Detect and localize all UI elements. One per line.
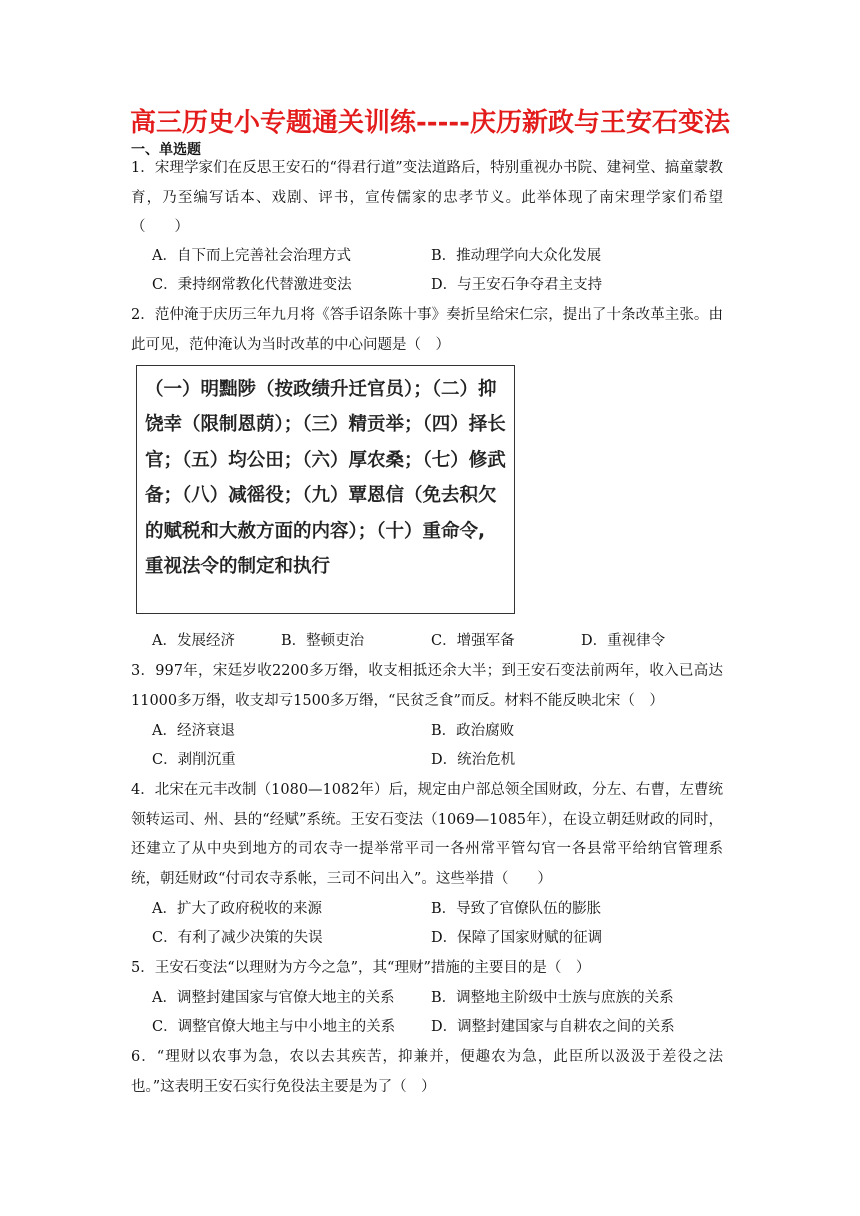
section-heading: 一、单选题 — [131, 142, 201, 158]
question-2-option-b[interactable]: B．整顿吏治 — [281, 633, 365, 649]
page-title: 高三历史小专题通关训练-----庆历新政与王安石变法 — [130, 108, 730, 138]
question-2-option-a[interactable]: A．发展经济 — [152, 633, 235, 649]
question-3-stem: 3．997年，宋廷岁收2200多万缗，收支相抵还余大半；到王安石变法前两年，收入已高达11000多万缗，收支却亏1500多万缗，“民贫乏食”而反。材料不能反映北宋（ ） — [131, 663, 723, 709]
question-3-option-c[interactable]: C．剥削沉重 — [152, 752, 236, 768]
quote-box — [136, 365, 515, 614]
question-6-stem: 6．“理财以农事为急，农以去其疾苦，抑兼并，便趣农为急，此臣所以汲汲于差役之法也。”这表明王安石实行免役法主要是为了（ ） — [131, 1049, 723, 1095]
question-2-stem: 2．范仲淹于庆历三年九月将《答手诏条陈十事》奏折呈给宋仁宗，提出了十条改革主张。由此可见，范仲淹认为当时改革的中心问题是（ ） — [131, 307, 723, 353]
question-3-option-d[interactable]: D．统治危机 — [431, 752, 516, 768]
question-4-option-d[interactable]: D．保障了国家财赋的征调 — [431, 930, 603, 946]
question-5-option-d[interactable]: D．调整封建国家与自耕农之间的关系 — [431, 1019, 675, 1035]
question-4-option-b[interactable]: B．导致了官僚队伍的膨胀 — [431, 901, 602, 917]
quote-box-text: （一）明黜陟（按政绩升迁官员）；（二）抑饶幸（限制恩荫）；（三）精贡举；（四）择长官；（五）均公田；（六）厚农桑；（七）修武备；（八）减徭役；（九）覃恩信（免去积欠的赋税和大赦方面的内容）；（十）重命令, 重视法令的制定和执行 — [145, 379, 506, 578]
question-4-option-c[interactable]: C．有利了减少决策的失误 — [152, 930, 323, 946]
question-3-option-a[interactable]: A．经济衰退 — [152, 723, 235, 739]
question-5-option-b[interactable]: B．调整地主阶级中士族与庶族的关系 — [431, 990, 674, 1006]
question-1-option-c[interactable]: C．秉持纲常教化代替激进变法 — [152, 277, 352, 293]
question-5-stem: 5．王安石变法“以理财为方今之急”，其“理财”措施的主要目的是（ ） — [131, 960, 591, 976]
question-5-option-c[interactable]: C．调整官僚大地主与中小地主的关系 — [152, 1019, 396, 1035]
question-4-stem: 4．北宋在元丰改制（1080—1082年）后，规定由户部总领全国财政，分左、右曹，左曹统领转运司、州、县的“经赋”系统。王安石变法（1069—1085年），在设立朝廷财政的同时，还建立了从中央到地方的司农寺一提举常平司一各州常平管勾官一各县常平给纳官管理系统，朝廷财政“付司农寺系帐，三司不问出入”。这些举措（ ） — [131, 782, 723, 887]
question-4-option-a[interactable]: A．扩大了政府税收的来源 — [152, 901, 322, 917]
question-5-option-a[interactable]: A．调整封建国家与官僚大地主的关系 — [152, 990, 395, 1006]
question-1-option-a[interactable]: A．自下而上完善社会治理方式 — [152, 248, 351, 264]
question-2-option-d[interactable]: D．重视律令 — [581, 633, 666, 649]
question-1-stem: 1．宋理学家们在反思王安石的“得君行道”变法道路后，特别重视办书院、建祠堂、搞童蒙教育，乃至编写话本、戏剧、评书，宣传儒家的忠孝节义。此举体现了南宋理学家们希望（ ） — [131, 160, 723, 236]
question-1-option-b[interactable]: B．推动理学向大众化发展 — [431, 248, 602, 264]
question-2-option-c[interactable]: C．增强军备 — [431, 633, 515, 649]
question-1-option-d[interactable]: D．与王安石争夺君主支持 — [431, 277, 603, 293]
question-3-option-b[interactable]: B．政治腐败 — [431, 723, 515, 739]
